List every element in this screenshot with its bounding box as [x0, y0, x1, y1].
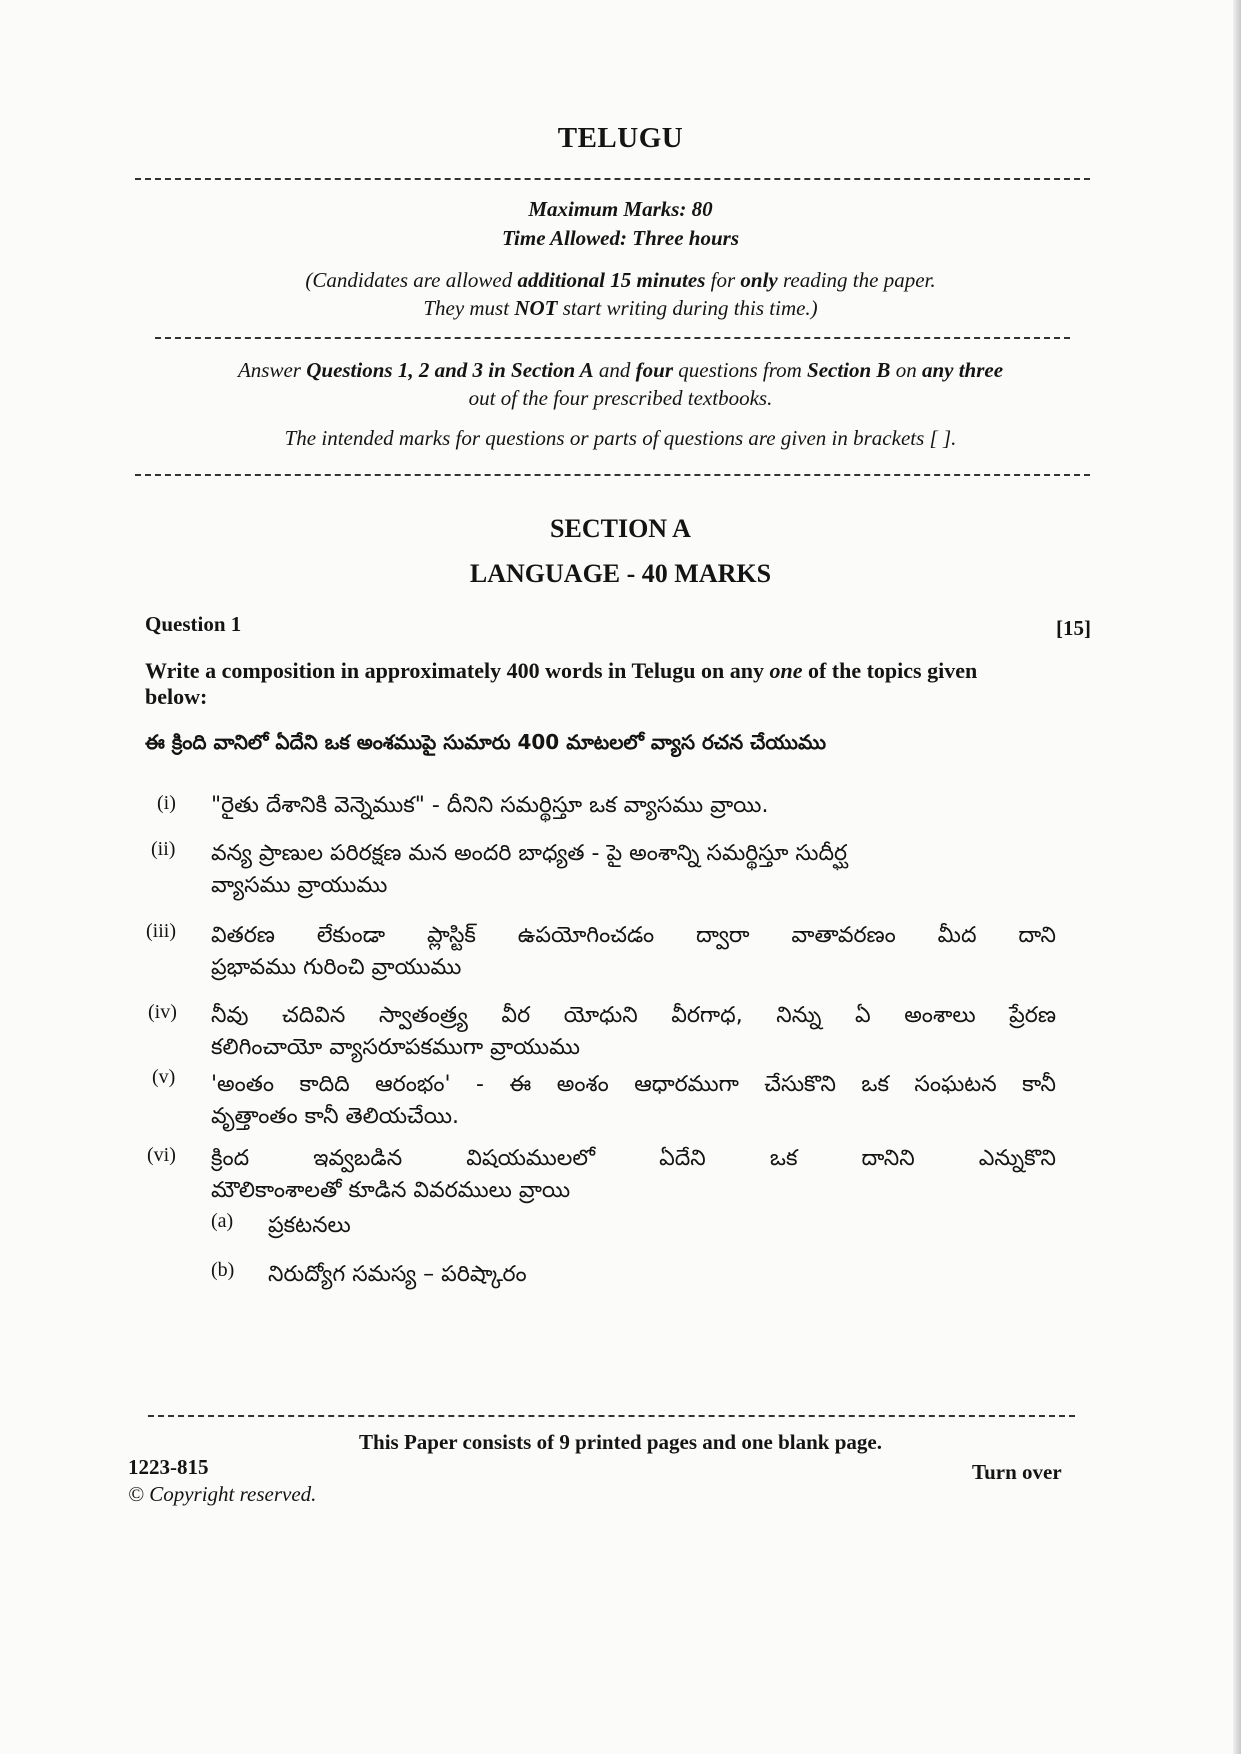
- instructions: Answer Questions 1, 2 and 3 in Section A and four questions from Section B on any three out of the four prescribed textbooks.: [237, 358, 1004, 410]
- section-subtitle: LANGUAGE - 40 MARKS: [469, 559, 772, 588]
- topic-text-cont: వ్యాసము వ్రాయుము: [211, 873, 388, 898]
- question-text: Write a composition in approximately 400 words in Telugu on any one of the topics given below:: [145, 658, 978, 709]
- divider-mid: [155, 337, 1070, 339]
- topic-text: వన్య ప్రాణుల పరిరక్షణ మన అందరి బాధ్యత - పై అంశాన్ని సమర్థిస్తూ సుదీర్ఘ: [211, 841, 848, 866]
- divider-footer: [148, 1415, 1075, 1417]
- section-heading: SECTION A: [550, 514, 691, 543]
- divider-top: [135, 178, 1090, 180]
- question-marks: [15]: [1056, 616, 1091, 640]
- subtopic-number: (b): [211, 1259, 235, 1281]
- subtopic-text: ప్రకటనలు: [268, 1213, 351, 1238]
- time-allowed: Time Allowed: Three hours: [501, 226, 740, 250]
- topic-number: (v): [152, 1066, 176, 1088]
- page-edge-shadow: [1233, 0, 1241, 1754]
- topic-text: 'అంతం కాదిది ఆరంభం' - ఈ అంశం ఆధారముగా చేసుకొని ఒక సంఘటన కానీ: [211, 1072, 1056, 1097]
- topic-text-cont: కలిగించాయో వ్యాసరూపకముగా వ్రాయుము: [211, 1035, 580, 1060]
- topic-number: (iii): [146, 920, 176, 942]
- pages-note: This Paper consists of 9 printed pages and one blank page.: [359, 1430, 882, 1454]
- marks-instruction: The intended marks for questions or parts of questions are given in brackets [ ].: [284, 426, 957, 450]
- topic-text-cont: మౌలికాంశాలతో కూడిన వివరములు వ్రాయి: [211, 1178, 571, 1203]
- topic-text-cont: వృత్తాంతం కానీ తెలియచేయి.: [211, 1104, 460, 1129]
- subtopic-text: నిరుద్యోగ సమస్య – పరిష్కారం: [268, 1262, 527, 1287]
- topic-text: క్రింద ఇవ్వబడిన విషయములలో ఏదేని ఒక దానిని ఎన్నుకొని: [211, 1146, 1056, 1171]
- max-marks: Maximum Marks: 80: [528, 197, 713, 221]
- topic-number: (vi): [147, 1144, 176, 1166]
- turn-over: Turn over: [972, 1460, 1062, 1484]
- topic-number: (ii): [151, 838, 176, 860]
- divider-lower: [135, 474, 1090, 476]
- paper-code: 1223-815: [128, 1455, 209, 1479]
- topic-text: నీవు చదివిన స్వాతంత్ర్య వీర యోధుని వీరగాధ, నిన్ను ఏ అంశాలు ప్రేరణ: [211, 1003, 1056, 1028]
- topic-number: (iv): [148, 1001, 177, 1023]
- topic-text-cont: ప్రభావము గురించి వ్రాయుము: [211, 955, 462, 980]
- topic-text: వితరణ లేకుండా ప్లాస్టిక్ ఉపయోగించడం ద్వారా వాతావరణం మీద దాని: [211, 923, 1056, 948]
- subtopic-number: (a): [211, 1210, 234, 1232]
- reading-note: (Candidates are allowed additional 15 minutes for only reading the paper. They must NOT start writing during this time.): [305, 268, 936, 320]
- copyright: © Copyright reserved.: [128, 1482, 317, 1506]
- question-label: Question 1: [145, 612, 242, 636]
- topic-text: "రైతు దేశానికి వెన్నెముక" - దీనిని సమర్థిస్తూ ఒక వ్యాసము వ్రాయి.: [211, 793, 769, 818]
- telugu-instruction: ఈ క్రింది వానిలో ఏదేని ఒక అంశముపై సుమారు 400 మాటలలో వ్యాస రచన చేయుము: [145, 730, 827, 754]
- paper-title: TELUGU: [557, 122, 684, 154]
- topic-number: (i): [157, 792, 176, 814]
